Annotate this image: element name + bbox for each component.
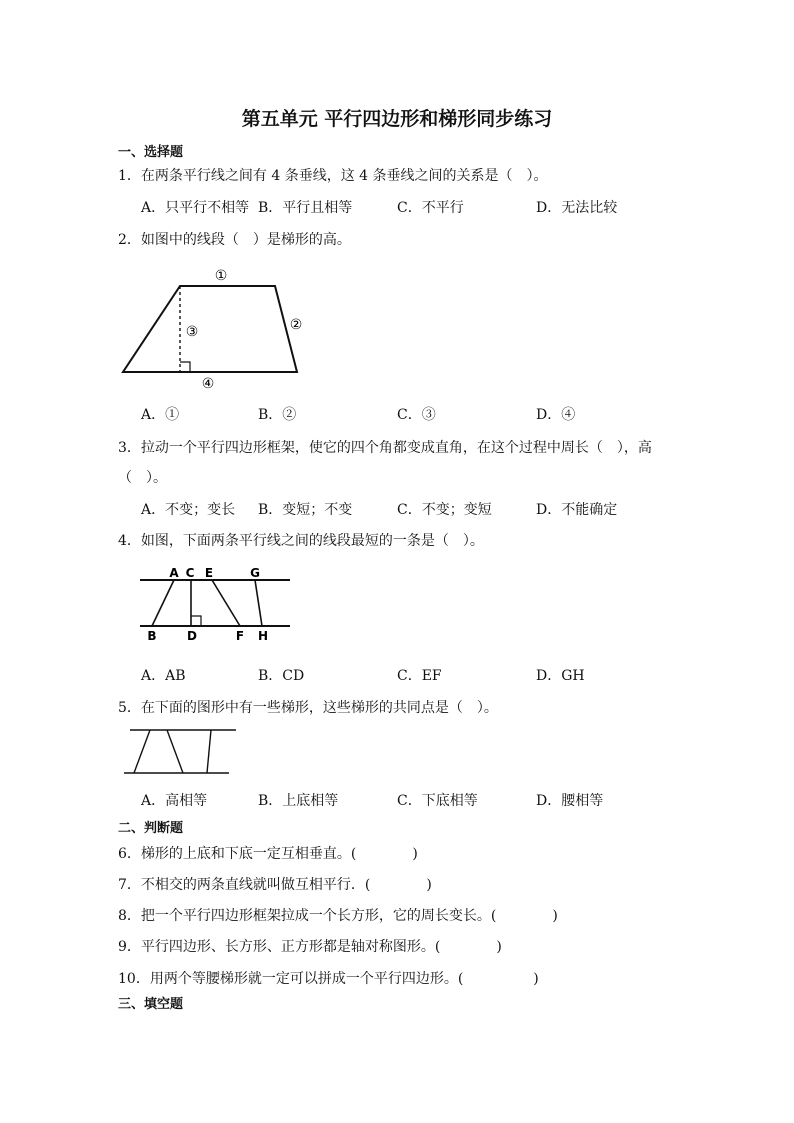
question-8: 8．把一个平行四边形框架拉成一个长方形，它的周长变长。( ) — [118, 908, 558, 924]
q3-option-c[interactable]: C．不变；变短 — [397, 502, 492, 518]
q1-option-c[interactable]: C．不平行 — [397, 200, 464, 216]
q2-option-b[interactable]: B．② — [258, 407, 297, 423]
question-5: 5．在下面的图形中有一些梯形，这些梯形的共同点是（ ）。 — [118, 700, 498, 716]
point-c: C — [185, 566, 195, 580]
q5-option-d[interactable]: D．腰相等 — [536, 793, 604, 809]
question-10: 10．用两个等腰梯形就一定可以拼成一个平行四边形。( ) — [118, 971, 539, 987]
q1-option-a[interactable]: A．只平行不相等 — [141, 200, 250, 216]
page-title: 第五单元 平行四边形和梯形同步练习 — [241, 108, 553, 130]
q4-option-b[interactable]: B．CD — [258, 668, 305, 684]
slant-line-2 — [167, 730, 183, 773]
q4-option-d[interactable]: D．GH — [536, 668, 585, 684]
section-heading-choice: 一、选择题 — [118, 145, 184, 160]
q2-option-d[interactable]: D．④ — [536, 407, 576, 423]
slant-line-3 — [207, 730, 211, 773]
q5-option-b[interactable]: B．上底相等 — [258, 793, 339, 809]
label-4: ④ — [201, 376, 215, 392]
point-d: D — [187, 629, 197, 643]
point-b: B — [147, 629, 157, 643]
label-1: ① — [214, 268, 228, 284]
q3-option-d[interactable]: D．不能确定 — [536, 502, 618, 518]
point-g: G — [250, 566, 260, 580]
point-f: F — [235, 629, 245, 643]
q5-option-a[interactable]: A．高相等 — [141, 793, 208, 809]
q3-option-b[interactable]: B．变短；不变 — [258, 502, 353, 518]
question-1: 1．在两条平行线之间有 4 条垂线，这 4 条垂线之间的关系是（ ）。 — [118, 168, 548, 184]
question-2: 2．如图中的线段（ ）是梯形的高。 — [118, 232, 351, 248]
q1-option-d[interactable]: D．无法比较 — [536, 200, 618, 216]
question-3-line-2: （ ）。 — [118, 470, 167, 486]
slant-line-1 — [134, 730, 150, 773]
q4-option-c[interactable]: C．EF — [397, 668, 442, 684]
q4-option-a[interactable]: A．AB — [141, 668, 186, 684]
question-4: 4．如图，下面两条平行线之间的线段最短的一条是（ ）。 — [118, 533, 484, 549]
label-3: ③ — [185, 324, 199, 340]
section-heading-judge: 二、判断题 — [118, 821, 184, 836]
label-2: ② — [289, 317, 303, 333]
q1-option-b[interactable]: B．平行且相等 — [258, 200, 353, 216]
question-9: 9．平行四边形、长方形、正方形都是轴对称图形。( ) — [118, 939, 502, 955]
question-3-line-1: 3．拉动一个平行四边形框架，使它的四个角都变成直角，在这个过程中周长（ ），高 — [118, 440, 652, 456]
q5-option-c[interactable]: C．下底相等 — [397, 793, 478, 809]
point-a: A — [169, 566, 179, 580]
point-h: H — [257, 629, 269, 643]
point-e: E — [204, 566, 214, 580]
question-6: 6．梯形的上底和下底一定互相垂直。( ) — [118, 846, 418, 862]
q3-option-a[interactable]: A．不变；变长 — [141, 502, 236, 518]
section-heading-fill: 三、填空题 — [118, 997, 184, 1012]
q2-option-c[interactable]: C．③ — [397, 407, 436, 423]
q2-option-a[interactable]: A．① — [141, 407, 180, 423]
question-7: 7．不相交的两条直线就叫做互相平行．( ) — [118, 877, 432, 893]
